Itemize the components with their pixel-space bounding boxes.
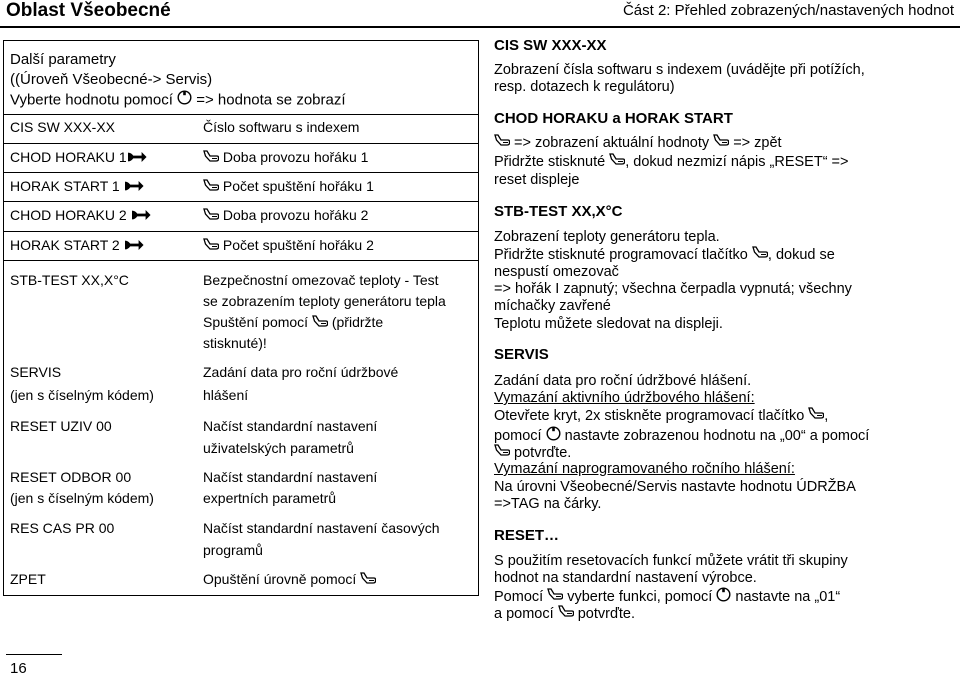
reset-text-1: S použitím resetovacích funkcí můžete vrátit tři skupiny [494, 553, 848, 569]
table-row-code: CHOD HORAKU 2 [10, 205, 151, 227]
hand-button-icon [203, 177, 219, 198]
cis-heading: CIS SW XXX-XX [494, 37, 607, 54]
table-row-code: HORAK START 1 [10, 176, 144, 198]
reset-heading: RESET… [494, 527, 560, 544]
table-row-code: HORAK START 2 [10, 235, 144, 257]
stb-text-5: míchačky zavřené [494, 298, 611, 314]
header-rule [0, 26, 960, 28]
section-title: Část 2: Přehled zobrazených/nastavených hodnot [622, 2, 954, 19]
servis-desc-2: hlášení [203, 387, 249, 403]
stb-desc-4: stisknuté)! [203, 335, 267, 351]
hand-button-icon [713, 134, 729, 152]
chod-text-2: Přidržte stisknuté , dokud nezmizí nápis „RESET“ => [494, 153, 849, 170]
hand-button-icon [203, 236, 219, 257]
arrow-icon [127, 148, 147, 169]
table-intro [10, 50, 346, 111]
stb-desc-3: Spuštění pomocí (přidržte [203, 312, 383, 334]
table-row-desc: Číslo softwaru s indexem [203, 119, 360, 135]
stb-desc-1: Bezpečnostní omezovač teploty - Test [203, 272, 439, 288]
page-number: 16 [10, 660, 27, 677]
hand-button-icon [494, 444, 510, 462]
table-row-desc: Doba provozu hořáku 2 [203, 205, 368, 227]
table-row-desc: Počet spuštění hořáku 2 [203, 235, 374, 257]
chod-text-3: reset displeje [494, 172, 580, 188]
servis-heading: SERVIS [494, 346, 549, 363]
arrow-icon [124, 177, 144, 198]
servis-code: SERVIS [10, 364, 62, 380]
res-cas-desc-1: Načíst standardní nastavení časových [203, 520, 440, 536]
intro-line-2: ((Úroveň Všeobecné-> Servis) [10, 71, 213, 88]
table-row-code: CIS SW XXX-XX [10, 119, 116, 135]
intro-line-1: Další parametry [10, 51, 116, 68]
reset-text-4: a pomocí potvrďte. [494, 605, 635, 622]
table-row-desc: Počet spuštění hořáku 1 [203, 176, 374, 198]
reset-odbor-code-note: (jen s číselným kódem) [10, 490, 154, 506]
row-divider [4, 201, 478, 202]
servis-text-2: Vymazání aktivního údržbového hlášení: [494, 390, 755, 406]
knob-icon [546, 426, 561, 446]
reset-uziv-code: RESET UZIV 00 [10, 418, 112, 434]
reset-uziv-desc-2: uživatelských parametrů [203, 440, 354, 456]
cis-text-2: resp. dotazech k regulátoru) [494, 79, 675, 95]
stb-text-2: Přidržte stisknuté programovací tlačítko , dokud se [494, 246, 835, 263]
reset-text-3: Pomocí vyberte funkci, pomocí nastavte na „01“ [494, 587, 952, 607]
zpet-desc: Opuštění úrovně pomocí [203, 569, 376, 591]
chod-text-1: => zobrazení aktuální hodnoty => zpět [494, 134, 952, 152]
reset-text-2: hodnot na standardní nastavení výrobce. [494, 570, 757, 586]
row-divider [4, 260, 478, 261]
arrow-icon [124, 236, 144, 257]
reset-uziv-desc-1: Načíst standardní nastavení [203, 418, 378, 434]
servis-desc-1: Zadání data pro roční údržbové [203, 364, 399, 380]
table-row-code: CHOD HORAKU 1 [10, 147, 147, 169]
table-row-desc: Doba provozu hořáku 1 [203, 147, 368, 169]
hand-button-icon [808, 407, 824, 425]
servis-text-6: Vymazání naprogramovaného ročního hlášení: [494, 461, 795, 477]
stb-code: STB-TEST XX,X°C [10, 272, 129, 288]
hand-button-icon [312, 313, 328, 334]
stb-text-3: nespustí omezovač [494, 264, 619, 280]
servis-text-8: =>TAG na čárky. [494, 496, 602, 512]
servis-text-3: Otevřete kryt, 2x stiskněte programovací tlačítko , [494, 407, 829, 424]
servis-text-1: Zadání data pro roční údržbové hlášení. [494, 373, 752, 389]
page-title: Oblast Všeobecné [6, 0, 171, 21]
stb-text-6: Teplotu můžete sledovat na displeji. [494, 316, 723, 332]
cis-text-1: Zobrazení čísla softwaru s indexem (uvádějte při potížích, [494, 62, 865, 78]
footer-rule [6, 654, 62, 655]
reset-odbor-desc-2: expertních parametrů [203, 490, 337, 506]
chod-heading: CHOD HORAKU a HORAK START [494, 110, 733, 127]
servis-text-7: Na úrovni Všeobecné/Servis nastavte hodnotu ÚDRŽBA [494, 479, 856, 495]
hand-button-icon [547, 588, 563, 606]
hand-button-icon [494, 134, 510, 152]
servis-text-4: pomocí nastavte zobrazenou hodnotu na „00“ a pomocí [494, 426, 952, 446]
knob-icon [177, 90, 192, 111]
hand-button-icon [203, 148, 219, 169]
stb-heading: STB-TEST XX,X°C [494, 203, 623, 220]
stb-text-4: => hořák I zapnutý; všechna čerpadla vypnutá; všechny [494, 281, 852, 297]
hand-button-icon [360, 570, 376, 591]
res-cas-desc-2: programů [203, 542, 263, 558]
stb-desc-2: se zobrazením teploty generátoru tepla [203, 293, 446, 309]
row-divider [4, 172, 478, 173]
knob-icon [716, 587, 731, 607]
row-divider [4, 231, 478, 232]
intro-line-3: Vyberte hodnotu pomocí => hodnota se zobrazí [10, 90, 346, 111]
res-cas-code: RES CAS PR 00 [10, 520, 115, 536]
hand-button-icon [558, 605, 574, 623]
hand-button-icon [609, 153, 625, 171]
reset-odbor-desc-1: Načíst standardní nastavení [203, 469, 378, 485]
hand-button-icon [203, 206, 219, 227]
servis-text-5: potvrďte. [494, 444, 952, 462]
reset-odbor-code: RESET ODBOR 00 [10, 469, 132, 485]
stb-text-1: Zobrazení teploty generátoru tepla. [494, 229, 720, 245]
servis-code-note: (jen s číselným kódem) [10, 387, 154, 403]
zpet-code: ZPET [10, 571, 46, 587]
hand-button-icon [752, 246, 768, 264]
row-divider [4, 114, 478, 115]
row-divider [4, 143, 478, 144]
arrow-icon [131, 206, 151, 227]
